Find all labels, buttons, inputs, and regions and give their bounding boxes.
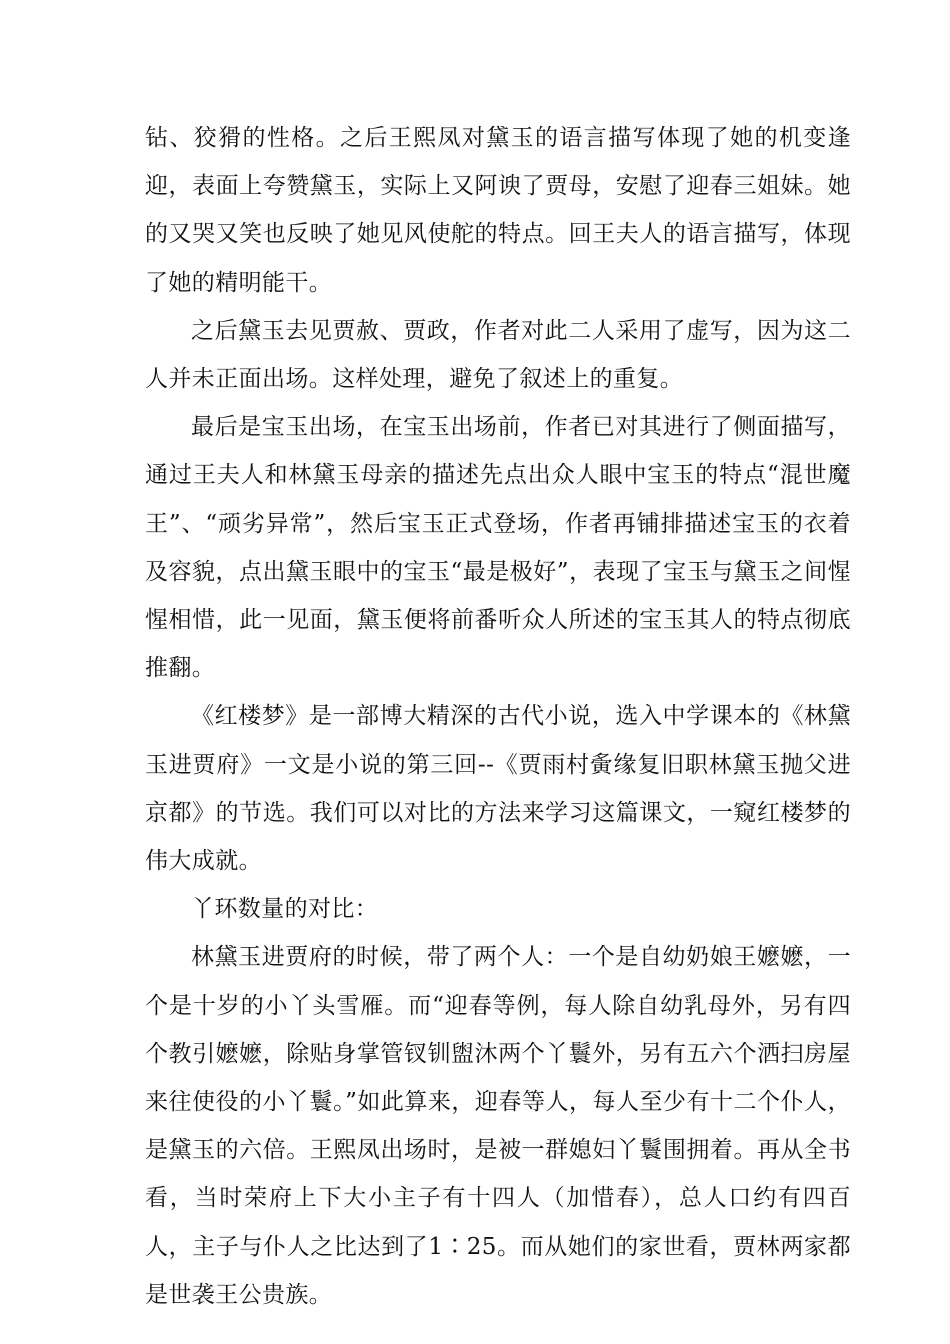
paragraph-6: 林黛玉进贾府的时候，带了两个人：一个是自幼奶娘王嬷嬷，一个是十岁的小丫头雪雁。而“迎春等例，每人除自幼乳母外，另有四个教引嬷嬷，除贴身掌管钗钏盥沐两个丫鬟外，另有五六个洒扫房屋来往使役的小丫鬟。”如此算来，迎春等人，每人至少有十二个仆人，是黛玉的六倍。王熙凤出场时，是被一群媳妇丫鬟围拥着。再从全书看，当时荣府上下大小主子有十四人（加惜春），总人口约有四百人，主子与仆人之比达到了1∶25。而从她们的家世看，贾林两家都是世袭王公贵族。 [145, 944, 851, 1308]
paragraph-3: 最后是宝玉出场，在宝玉出场前，作者已对其进行了侧面描写，通过王夫人和林黛玉母亲的描述先点出众人眼中宝玉的特点“混世魔王”、“顽劣异常”，然后宝玉正式登场，作者再铺排描述宝玉的衣着及容貌，点出黛玉眼中的宝玉“最是极好”，表现了宝玉与黛玉之间惺惺相惜，此一见面，黛玉便将前番听众人所述的宝玉其人的特点彻底推翻。 [145, 414, 851, 682]
paragraph-1: 钻、狡猾的性格。之后王熙凤对黛玉的语言描写体现了她的机变逢迎，表面上夸赞黛玉，实际上又阿谀了贾母，安慰了迎春三姐妹。她的又哭又笑也反映了她见风使舵的特点。回王夫人的语言描写，体现了她的精明能干。 [145, 125, 851, 296]
paragraph-5: 丫环数量的对比： [191, 896, 379, 923]
paragraph-2: 之后黛玉去见贾赦、贾政，作者对此二人采用了虚写，因为这二人并未正面出场。这样处理，避免了叙述上的重复。 [145, 317, 851, 393]
document-body [145, 114, 851, 1319]
paragraph-4: 《红楼梦》是一部博大精深的古代小说，选入中学课本的《林黛玉进贾府》一文是小说的第三回--《贾雨村夤缘复旧职林黛玉抛父进京都》的节选。我们可以对比的方法来学习这篇课文，一窥红楼梦的伟大成就。 [145, 703, 851, 875]
